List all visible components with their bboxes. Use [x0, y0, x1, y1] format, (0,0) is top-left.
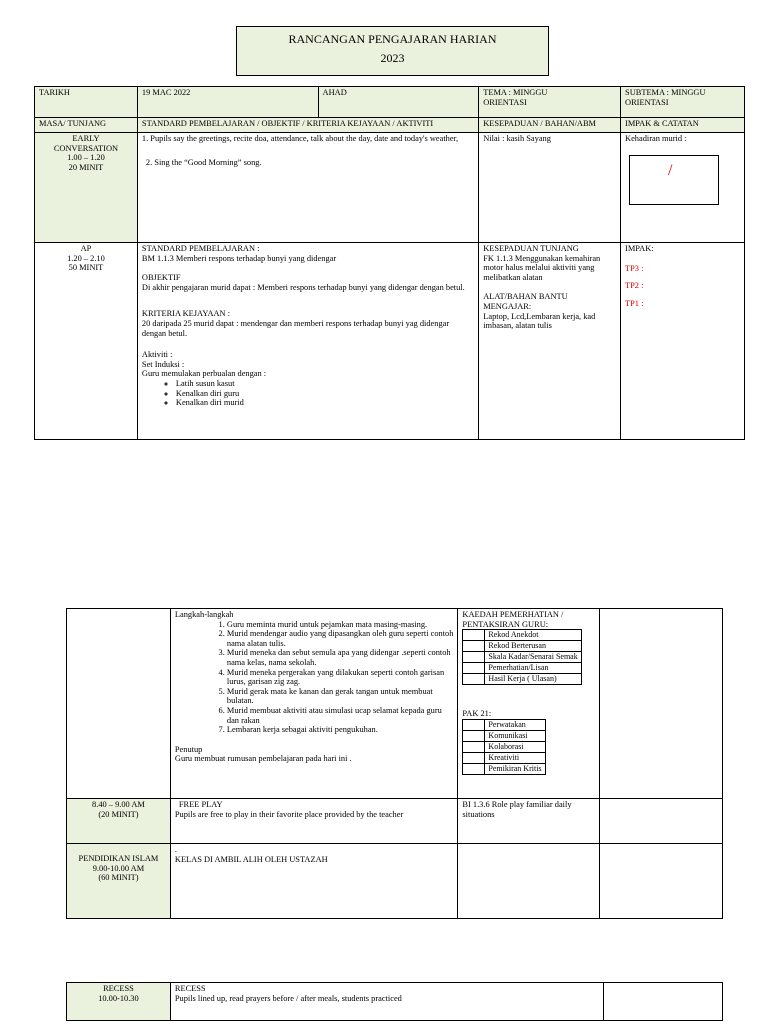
early-time-cell: [35, 133, 138, 243]
pi-time-cell: [67, 844, 171, 919]
pak21-item: Pemikiran Kritis: [485, 763, 545, 774]
checkbox[interactable]: [463, 630, 485, 641]
tema-label: TEMA : MINGGU: [483, 88, 548, 97]
early-activity-cell: [137, 133, 478, 243]
guru-intro-text: Guru memulakan perbualan dengan :: [141, 369, 267, 379]
pak21-item: Kolaborasi: [485, 741, 545, 752]
ap-row: [35, 243, 745, 440]
checkbox[interactable]: [463, 674, 485, 685]
kaedah-checklist: [462, 629, 581, 685]
lesson-plan-table-continued: [66, 608, 723, 919]
header-row: [35, 118, 745, 133]
checkbox[interactable]: [463, 763, 485, 774]
free-play-title: FREE PLAY: [178, 800, 223, 809]
list-item: 2. Murid mendengar audio yang dipasangkan oleh guru seperti contoh nama alatan tulis.: [227, 629, 454, 648]
list-item: ◦ Kenalkan diri guru: [176, 389, 474, 399]
early-activity-1: 1. Pupils say the greetings, recite doa, attendance, talk about the day, date and today's weather,: [141, 134, 459, 143]
list-item: ◦ Latih susun kasut: [176, 379, 474, 389]
subtema-cell: [621, 87, 745, 118]
pak21-item: Komunikasi: [485, 730, 545, 741]
tema-cell: [479, 87, 621, 118]
recess-text: Pupils lined up, read prayers before / after meals, students practiced: [174, 993, 402, 1003]
free-play-bi-cell: BI 1.3.6 Role play familiar daily situations: [458, 799, 600, 844]
free-play-duration: (20 MINIT): [98, 809, 139, 819]
pak21-item: Perwatakan: [485, 719, 545, 730]
objektif-label: OBJEKTIF: [141, 273, 181, 283]
ap-standard-cell: [137, 243, 478, 440]
pendidikan-islam-row: [67, 844, 723, 919]
kesepaduan-tunjang-label: KESEPADUAN TUNJANG: [483, 244, 579, 253]
attendance-box: [629, 155, 719, 205]
tarikh-label: TARIKH: [35, 87, 138, 118]
set-induksi-label: Set Induksi :: [141, 359, 185, 369]
table-row: [463, 630, 581, 641]
list-item: 4. Murid meneka pergerakan yang dilakukan seperti contoh garisan lurus, garisan zig zag.: [227, 668, 454, 687]
list-item: 3. Murid meneka dan sebut semula apa yang didengar .seperti contoh nama kelas, nama sekolah.: [227, 648, 454, 667]
kaedah-item: Hasil Kerja ( Ulasan): [485, 674, 581, 685]
kesepaduan-tunjang-text: FK 1.1.3 Menggunakan kemahiran motor halus melalui aktiviti yang melibatkan alatan: [483, 253, 601, 282]
standard-header: STANDARD PEMBELAJARAN / OBJEKTIF / KRITERIA KEJAYAAN / AKTIVITI: [137, 118, 478, 133]
kriteria-text: 20 daripada 25 murid dapat : mendengar dan memberi respons terhadap bunyi yag didengar dengan betul.: [141, 318, 450, 338]
early-activity-2: 2. Sing the “Good Morning” song.: [145, 157, 262, 167]
recess-table: [66, 982, 723, 1021]
free-play-row: [67, 799, 723, 844]
sp-label: STANDARD PEMBELAJARAN :: [141, 244, 260, 253]
list-item: 1. Guru meminta murid untuk pejamkan mata masing-masing.: [227, 620, 454, 630]
kaedah-item: Rekod Berterusan: [485, 641, 581, 652]
document-title: RANCANGAN PENGAJARAN HARIAN: [288, 32, 497, 46]
recess-title: RECESS: [174, 984, 206, 993]
checkbox[interactable]: [463, 652, 485, 663]
empty-time-cell: [67, 609, 171, 799]
table-row: [463, 719, 545, 730]
kesepaduan-header: KESEPADUAN / BAHAN/ABM: [479, 118, 621, 133]
list-item: ◦ Kenalkan diri murid: [176, 398, 474, 408]
aktiviti-label: Aktiviti :: [141, 350, 173, 360]
list-item: 5. Murid gerak mata ke kanan dan gerak tangan untuk membuat bulatan.: [227, 687, 454, 706]
kehadiran-label: Kehadiran murid :: [625, 134, 687, 143]
free-play-time-cell: [67, 799, 171, 844]
tp3-label: TP3 :: [625, 263, 644, 273]
recess-label: RECESS: [103, 984, 134, 993]
kaedah-cell: [458, 609, 600, 799]
pi-dot: .: [174, 845, 177, 854]
nilai-cell: Nilai : kasih Sayang: [479, 133, 621, 243]
ap-impak-cell: [621, 243, 745, 440]
pi-cell: [170, 844, 458, 919]
document-title-box: [236, 26, 549, 76]
impak-label: IMPAK:: [625, 244, 654, 253]
document-year: 2023: [380, 51, 405, 65]
penutup-text: Guru membuat rumusan pembelajaran pada hari ini .: [174, 754, 352, 764]
pi-label: PENDIDIKAN ISLAM: [78, 854, 159, 863]
alat-label: ALAT/BAHAN BANTU MENGAJAR:: [483, 292, 568, 311]
checkbox[interactable]: [463, 641, 485, 652]
recess-time-cell: [67, 983, 171, 1021]
attendance-mark: /: [668, 161, 673, 179]
checkbox[interactable]: [463, 730, 485, 741]
table-row: [463, 763, 545, 774]
subtema-label: SUBTEMA : MINGGU: [625, 88, 706, 97]
kaedah-item: Skala Kadar/Senarai Semak: [485, 652, 581, 663]
conversation-label: CONVERSATION: [53, 143, 119, 153]
recess-cell: [170, 983, 603, 1021]
masa-header: MASA/ TUNJANG: [35, 118, 138, 133]
tp1-label: TP1 :: [625, 298, 644, 308]
ap-kesepaduan-cell: [479, 243, 621, 440]
table-row: [463, 641, 581, 652]
alat-text: Laptop, Lcd,Lembaran kerja, kad imbasan, alatan tulis: [483, 311, 596, 331]
list-item: 7. Lembaran kerja sebagai aktiviti pengukuhan.: [227, 725, 454, 735]
subtema-value: ORIENTASI: [625, 97, 669, 107]
free-play-time: 8.40 – 9.00 AM: [92, 800, 145, 809]
kehadiran-cell: [621, 133, 745, 243]
induksi-list: [142, 379, 474, 408]
penutup-label: Penutup: [174, 744, 203, 754]
pi-duration: (60 MINIT): [98, 873, 139, 883]
kaedah-item: Pemerhatian/Lisan: [485, 663, 581, 674]
checkbox[interactable]: [463, 719, 485, 730]
ap-time-cell: [35, 243, 138, 440]
langkah-cell: [170, 609, 458, 799]
table-row: [463, 741, 545, 752]
table-row: [463, 730, 545, 741]
kaedah-label: KAEDAH PEMERHATIAN / PENTAKSIRAN GURU:: [462, 610, 564, 629]
impak-header: IMPAK & CATATAN: [621, 118, 745, 133]
free-play-cell: [170, 799, 458, 844]
day-value: AHAD: [318, 87, 479, 118]
sp-text: BM 1.1.3 Memberi respons terhadap bunyi yang didengar: [141, 253, 337, 263]
kriteria-label: KRITERIA KEJAYAAN :: [141, 309, 231, 319]
steps-list: [175, 620, 454, 735]
early-conversation-row: [35, 133, 745, 243]
table-row: [463, 663, 581, 674]
ap-time-range: 1.20 – 2.10: [67, 253, 105, 263]
table-row: [463, 752, 545, 763]
tp2-label: TP2 :: [625, 281, 644, 291]
pak21-item: Kreativiti: [485, 752, 545, 763]
langkah-label: Langkah-langkah: [174, 610, 234, 619]
table-row: [463, 674, 581, 685]
free-play-empty-cell: [600, 799, 723, 844]
langkah-row: [67, 609, 723, 799]
pi-empty-cell-2: [600, 844, 723, 919]
ap-label: AP: [80, 244, 92, 253]
kaedah-item: Rekod Anekdot: [485, 630, 581, 641]
checkbox[interactable]: [463, 741, 485, 752]
free-play-text: Pupils are free to play in their favorite place provided by the teacher: [174, 809, 404, 819]
tema-value: ORIENTASI: [483, 97, 527, 107]
pak21-label: PAK 21:: [462, 709, 492, 719]
checkbox[interactable]: [463, 752, 485, 763]
pi-time-range: 9.00-10.00 AM: [92, 863, 145, 873]
objektif-text: Di akhir pengajaran murid dapat : Memberi respons terhadap bunyi yang didengar dengan betul.: [141, 282, 465, 292]
date-row: [35, 87, 745, 118]
lesson-plan-table-main: [34, 86, 745, 440]
recess-empty-cell: [604, 983, 723, 1021]
list-item: 6. Murid membuat aktiviti atau simulasi ucap selamat kepada guru dan rakan: [227, 706, 454, 725]
recess-row: [67, 983, 723, 1021]
pi-text: KELAS DI AMBIL ALIH OLEH USTAZAH: [174, 854, 328, 864]
checkbox[interactable]: [463, 663, 485, 674]
date-value: 19 MAC 2022: [137, 87, 318, 118]
pak21-checklist: [462, 719, 545, 775]
pi-empty-cell-1: [458, 844, 600, 919]
empty-impak-cell: [600, 609, 723, 799]
early-label: EARLY: [72, 134, 100, 143]
early-duration: 20 MINIT: [68, 162, 104, 172]
table-row: [463, 652, 581, 663]
recess-time-range: 10.00-10.30: [98, 993, 139, 1003]
early-time-range: 1.00 – 1.20: [67, 153, 105, 163]
ap-duration: 50 MINIT: [68, 263, 104, 273]
